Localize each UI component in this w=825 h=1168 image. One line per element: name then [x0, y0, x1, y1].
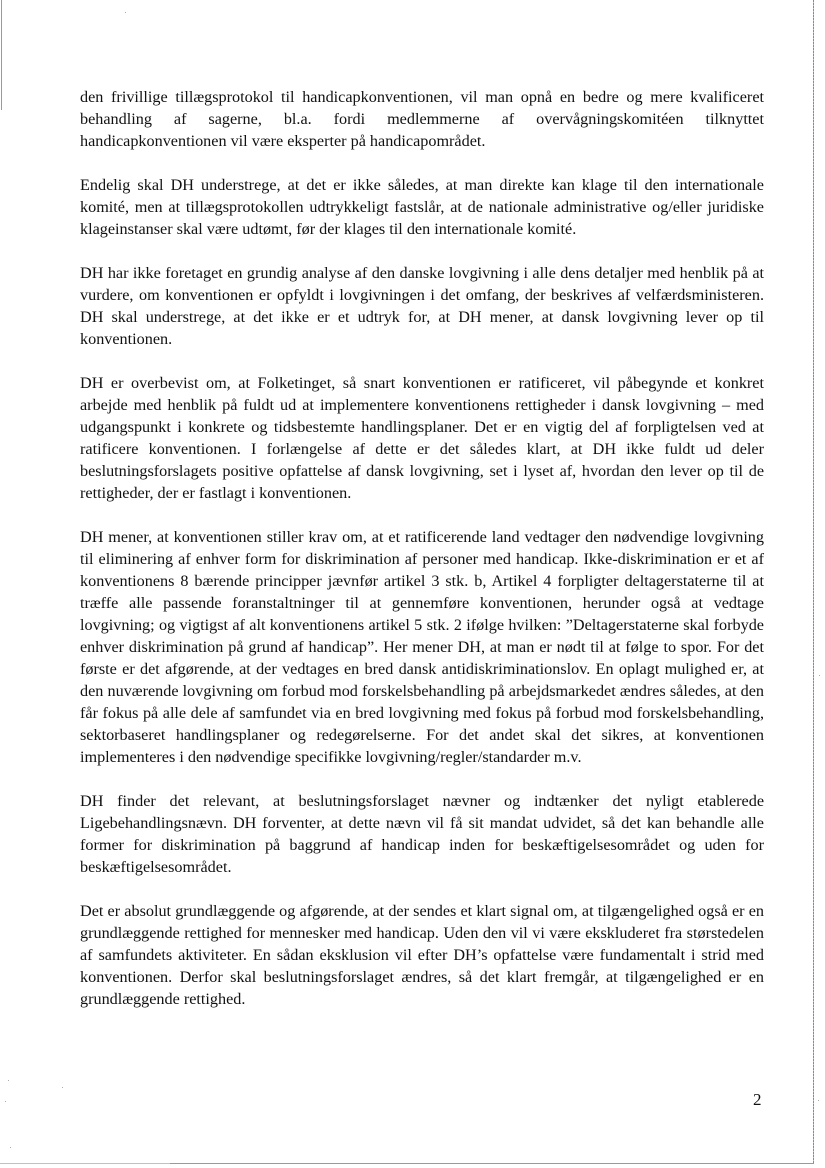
paragraph-antidiscrimination: DH mener, at konventionen stiller krav om, at et ratificerende land vedtager den nødvendige lovgivning til eliminering af enhver form for diskrimination af personer med handicap. Ikke-diskrimination er et af konventionens 8 bærende principper jævnfør artikel 3 stk. b, Artikel 4 forpligter deltagerstaterne til at træffe alle passende foranstaltninger til at gennemføre konventionen, herunder også at vedtage lovgivning; og vigtigst af alt konventionens artikel 5 stk. 2 ifølge hvilken: ”Deltagerstaterne skal forbyde enhver diskrimination på grund af handicap”. Her mener DH, at man er nødt til at følge to spor. For det første er det afgørende, at der vedtages en bred dansk antidiskriminationslov. En oplagt mulighed er, at den nuværende lovgivning om forbud mod forskelsbehandling på arbejdsmarkedet ændres således, at den får fokus på alle dele af samfundet via en bred lovgivning med fokus på forbud mod forskelsbehandling, sektorbaseret handlingsplaner og redegørelserne. For det andet skal det sikres, at konventionen implementeres i den nødvendige specifikke lovgivning/regler/standarder m.v. [80, 528, 764, 766]
scan-speck [819, 675, 820, 676]
document-body [80, 86, 764, 1032]
scan-speck [5, 1101, 6, 1102]
scan-speck [8, 1080, 9, 1081]
paragraph-international-committee: Endelig skal DH understrege, at det er ikke således, at man direkte kan klage til den internationale komité, men at tillægsprotokollen udtrykkeligt fastslår, at de nationale administrative og/eller juridiske klageinstanser skal være udtømt, før der klages til den internationale komité. [80, 176, 764, 238]
paragraph-protocol-expertise: den frivillige tillægsprotokol til handicapkonventionen, vil man opnå en bedre og mere kvalificeret behandling af sagerne, bl.a. fordi medlemmerne af overvågningskomitéen tilknyttet handicapkonventionen vil være eksperter på handicapområdet. [80, 88, 764, 150]
paragraph-accessibility: Det er absolut grundlæggende og afgørende, at der sendes et klart signal om, at tilgængelighed også er en grundlæggende rettighed for mennesker med handicap. Uden den vil vi være ekskluderet fra størstedelen af samfundets aktiviteter. En sådan eksklusion vil efter DH’s opfattelse være fundamentalt i strid med konventionen. Derfor skal beslutningsforslaget ændres, så det klart fremgår, at tilgængelighed er en grundlæggende rettighed. [80, 902, 764, 1008]
scan-speck [125, 12, 126, 13]
scan-speck [10, 1147, 11, 1148]
scan-edge-right [813, 0, 814, 1163]
scan-edge-bottom [0, 1163, 814, 1164]
paragraph-equal-treatment-board: DH finder det relevant, at beslutningsforslaget nævner og indtænker det nyligt etablerede Ligebehandlingsnævn. DH forventer, at dette nævn vil få sit mandat udvidet, så det kan behandle alle former for diskrimination på baggrund af handicap inden for beskæftigelsesområdet og uden for beskæftigelsesområdet. [80, 792, 764, 876]
scan-speck [818, 1100, 819, 1101]
paragraph-legislation-analysis: DH har ikke foretaget en grundig analyse af den danske lovgivning i alle dens detaljer med henblik på at vurdere, om konventionen er opfyldt i lovgivningen i det omfang, der beskrives af velfærdsministeren. DH skal understrege, at det ikke er et udtryk for, at DH mener, at dansk lovgivning lever op til konventionen. [80, 264, 764, 348]
scan-speck [62, 1087, 63, 1088]
scan-edge-left [1, 0, 2, 110]
page-number: 2 [753, 1090, 762, 1109]
paragraph-folketinget-implementation: DH er overbevist om, at Folketinget, så snart konventionen er ratificeret, vil påbegynde et konkret arbejde med henblik på fuldt ud at implementere konventionens rettigheder i dansk lovgivning – med udgangspunkt i konkrete og tidsbestemte handlingsplaner. Det er en vigtig del af forpligtelsen ved at ratificere konventionen. I forlængelse af dette er det således klart, at DH ikke fuldt ud deler beslutningsforslagets positive opfattelse af dansk lovgivning, set i lyset af, hvordan den lever op til de rettigheder, der er fastlagt i konventionen. [80, 374, 764, 502]
